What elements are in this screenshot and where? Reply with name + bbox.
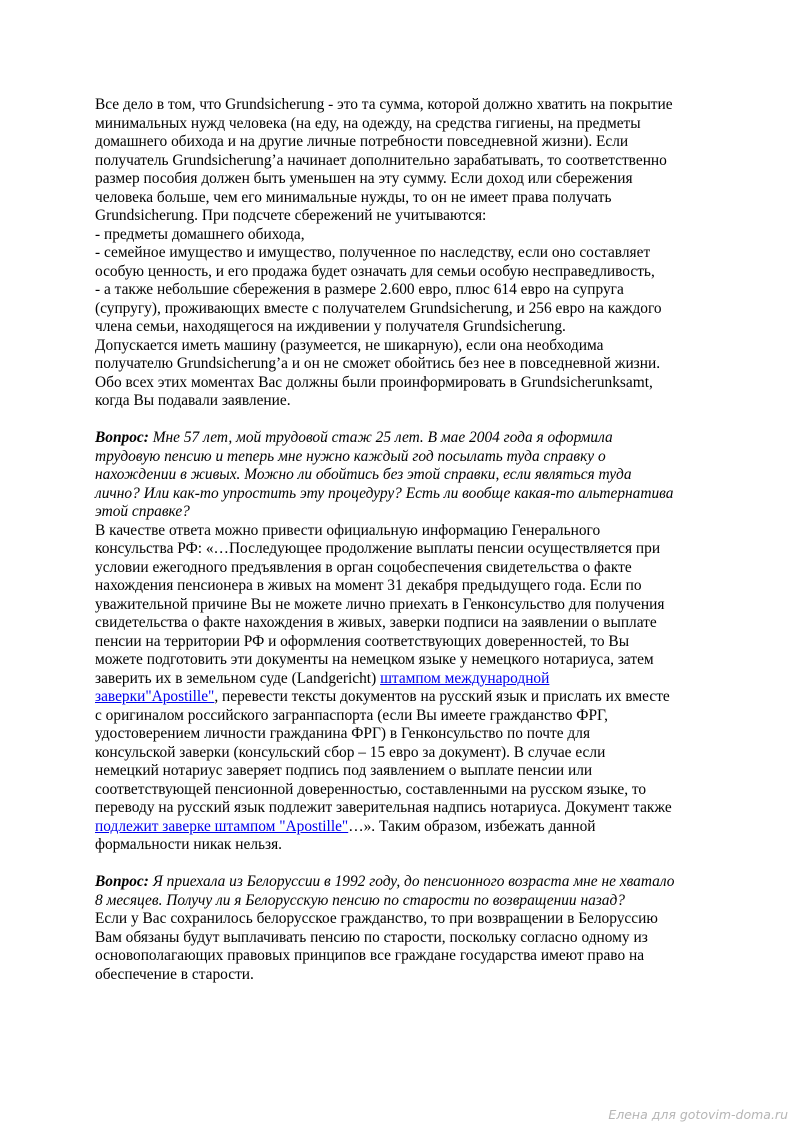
text-line: (супругу), проживающих вместе с получателем Grundsicherung, и 256 евро на каждого — [95, 299, 662, 317]
answer-2 — [95, 910, 715, 984]
answer-text: , перевести тексты документов на русский язык и прислать их вместе — [214, 688, 670, 705]
question-line: нахождении в живых. Можно ли обойтись без этой справки, если являться туда — [95, 466, 632, 483]
text-line: - предметы домашнего обихода, — [95, 225, 305, 243]
text-line: получателю Grundsicherung’а и он не сможет обойтись без нее в повседневной жизни. — [95, 355, 661, 372]
answer-line: обеспечение в старости. — [95, 965, 254, 983]
text-line: Обо всех этих моментах Вас должны были проинформировать в Grundsicherunksamt, — [95, 373, 653, 391]
answer-1 — [95, 522, 715, 855]
text-line: Grundsicherung. При подсчете сбережений не учитываются: — [95, 207, 487, 224]
answer-text: …». Таким образом, избежать данной — [348, 817, 596, 835]
question-line: лично? Или как-то упростить эту процедуру? Есть ли вообще какая-то альтернатива — [95, 484, 674, 502]
apostille-link[interactable]: штампом международной — [380, 669, 550, 687]
answer-line: свидетельства о факте нахождения в живых, заверки подписи на заявлении о выплате — [95, 614, 657, 631]
answer-line: консульства РФ: «…Последующее продолжение выплаты пенсии осуществляется при — [95, 540, 661, 557]
question-text: Мне 57 лет, мой трудовой стаж 25 лет. В мае 2004 года я оформила — [148, 429, 613, 446]
question-text: Я приехала из Белоруссии в 1992 году, до пенсионного возраста мне не хватало — [148, 873, 675, 890]
intro-paragraph — [95, 96, 715, 411]
text-line: особую ценность, и его продажа будет означать для семьи особую несправедливость, — [95, 262, 655, 280]
question-line: 8 месяцев. Получу ли я Белорусскую пенсию по старости по возвращении назад? — [95, 891, 625, 909]
question-label: Вопрос: — [95, 429, 149, 446]
text-line: когда Вы подавали заявление. — [95, 392, 291, 409]
answer-line: Если у Вас сохранилось белорусское гражданство, то при возвращении в Белоруссию — [95, 910, 658, 927]
answer-line: основополагающих правовых принципов все граждане государства имеют право на — [95, 947, 645, 964]
answer-line: с оригиналом российского загранпаспорта (если Вы имеете гражданство ФРГ, — [95, 706, 609, 724]
answer-line — [95, 818, 715, 837]
answer-text: заверить их в земельном суде (Landgericht) — [95, 669, 381, 687]
text-line: Допускается иметь машину (разумеется, не шикарную), если она необходима — [95, 336, 604, 354]
question-label: Вопрос: — [95, 873, 149, 890]
answer-line: формальности никак нельзя. — [95, 836, 283, 853]
text-line: - семейное имущество и имущество, полученное по наследству, если оно составляет — [95, 244, 651, 261]
answer-line: Вам обязаны будут выплачивать пенсию по старости, поскольку согласно одному из — [95, 928, 648, 946]
question-line — [95, 873, 715, 892]
answer-line: можете подготовить эти документы на немецком языке у немецкого нотариуса, затем — [95, 651, 654, 668]
answer-line: удостоверением личности гражданина ФРГ) в Генконсульство по почте для — [95, 725, 591, 742]
text-line: минимальных нужд человека (на еду, на одежду, на средства гигиены, на предметы — [95, 114, 641, 132]
text-line: домашнего обихода и на другие личные потребности повседневной жизни). Если — [95, 133, 629, 150]
text-line: получатель Grundsicherung’а начинает дополнительно зарабатывать, то соответственно — [95, 151, 667, 169]
text-line: - а также небольшие сбережения в размере 2.600 евро, плюс 614 евро на супруга — [95, 281, 624, 298]
answer-line — [95, 670, 715, 689]
question-1 — [95, 429, 715, 522]
answer-line: условии ежегодного предъявления в орган соцобеспечения свидетельства о факте — [95, 558, 632, 576]
text-line: Все дело в том, что Grundsicherung - это та сумма, которой должно хватить на покрытие — [95, 96, 673, 113]
document-body — [95, 96, 715, 984]
question-2 — [95, 873, 715, 910]
answer-line: В качестве ответа можно привести официальную информацию Генерального — [95, 521, 601, 539]
text-line: человека больше, чем его минимальные нужды, то он не имеет права получать — [95, 188, 612, 206]
question-line: трудовую пенсию и теперь мне нужно каждый год посылать туда справку о — [95, 447, 606, 465]
answer-line: переводу на русский язык подлежит заверительная надпись нотариуса. Документ также — [95, 799, 672, 816]
answer-line — [95, 688, 715, 707]
answer-line: уважительной причине Вы не можете лично приехать в Генконсульство для получения — [95, 595, 665, 613]
text-line: члена семьи, находящегося на иждивении у получателя Grundsicherung. — [95, 318, 566, 335]
question-line — [95, 429, 715, 448]
answer-line: консульской заверки (консульский сбор – 15 евро за документ). В случае если — [95, 743, 606, 761]
answer-line: нахождения пенсионера в живых на момент 31 декабря предыдущего года. Если по — [95, 577, 642, 594]
site-watermark: Елена для gotovim-doma.ru — [608, 1107, 788, 1122]
answer-line: соответствующей пенсионной доверенностью, составленными на русском языке, то — [95, 780, 647, 798]
text-line: размер пособия должен быть уменьшен на эту сумму. Если доход или сбережения — [95, 170, 633, 187]
answer-line: немецкий нотариус заверяет подпись под заявлением о выплате пенсии или — [95, 762, 593, 779]
answer-line: пенсии на территории РФ и оформления соответствующих доверенностей, то Вы — [95, 632, 630, 650]
apostille-link-continued[interactable]: заверки"Apostille" — [95, 688, 215, 705]
paragraph-gap — [95, 411, 715, 430]
question-line: этой справке? — [95, 503, 190, 520]
paragraph-gap — [95, 855, 715, 874]
apostille-stamp-link[interactable]: подлежит заверке штампом "Apostille" — [95, 817, 349, 835]
